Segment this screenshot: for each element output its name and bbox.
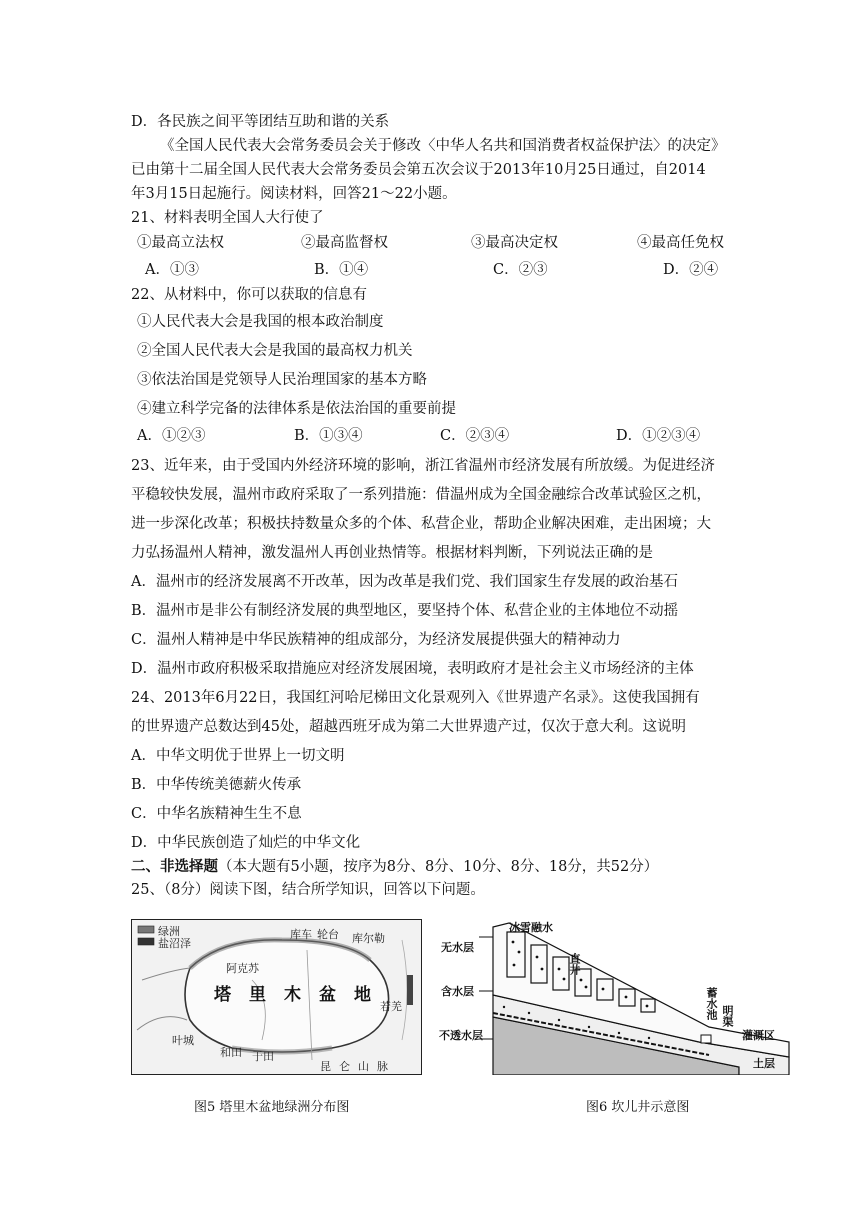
q21-stem: 21、材料表明全国人大行使了 — [131, 210, 324, 226]
q21-option-a: A．①③ — [145, 262, 199, 278]
q24-option-b: B．中华传统美德薪火传承 — [131, 777, 302, 793]
q22-option-a: A．①②③ — [137, 428, 206, 444]
material-intro-line2: 已由第十二届全国人民代表大会常务委员会第五次会议于2013年10月25日通过，自2014 — [131, 162, 706, 178]
figure5-map — [131, 919, 422, 1075]
q23-option-d: D．温州市政府积极采取措施应对经济发展困境，表明政府才是社会主义市场经济的主体 — [131, 661, 694, 677]
q23-stem-line2: 平稳较快发展，温州市政府采取了一系列措施：借温州成为全国金融综合改革试验区之机， — [131, 487, 711, 503]
q23-option-b: B．温州市是非公有制经济发展的典型地区，要坚持个体、私营企业的主体地位不动摇 — [131, 603, 679, 619]
q22-item-1: ①人民代表大会是我国的根本政治制度 — [137, 314, 384, 330]
label-impermeable-layer: 不透水层 — [439, 1029, 483, 1042]
legend-salt-marsh: 盐沼泽 — [158, 937, 191, 950]
q22-item-3: ③依法治国是党领导人民治理国家的基本方略 — [137, 372, 427, 388]
q24-option-c: C．中华名族精神生生不息 — [131, 806, 302, 822]
q22-option-c: C．②③④ — [440, 428, 510, 444]
q22-stem: 22、从材料中，你可以获取的信息有 — [131, 287, 367, 303]
legend-oasis: 绿洲 — [158, 925, 180, 938]
label-irrigation-area: 灌溉区 — [742, 1029, 775, 1042]
section2-heading — [131, 857, 658, 877]
q24-option-a: A．中华文明优于世界上一切文明 — [131, 748, 345, 764]
q22-item-2: ②全国人民代表大会是我国的最高权力机关 — [137, 343, 413, 359]
q24-option-d: D．中华民族创造了灿烂的中华文化 — [131, 835, 361, 851]
place-aksu: 阿克苏 — [226, 962, 259, 975]
figure6-diagram — [439, 917, 795, 1075]
q21-option-b: B．①④ — [314, 262, 369, 278]
section2-title: 二、非选择题 — [131, 858, 218, 875]
material-intro-line1: 《全国人民代表大会常务委员会关于修改〈中华人名共和国消费者权益保护法〉的决定》 — [160, 138, 726, 154]
q21-item-2: ②最高监督权 — [301, 235, 388, 251]
label-aquifer: 含水层 — [441, 985, 474, 998]
place-hotan: 和田 — [220, 1046, 242, 1059]
karez-drawing — [439, 917, 795, 1075]
place-ruoqiang: 若羌 — [380, 1000, 402, 1013]
section2-note: （本大题有5小题，按序为8分、8分、10分、8分、18分，共52分） — [218, 859, 659, 875]
place-yecheng: 叶城 — [172, 1034, 194, 1047]
label-reservoir: 蓄水池 — [705, 987, 718, 1020]
q25-stem: 25、（8分）阅读下图，结合所学知识，回答以下问题。 — [131, 882, 485, 898]
q22-option-b: B．①③④ — [294, 428, 363, 444]
figure5-caption: 图5 塔里木盆地绿洲分布图 — [194, 1100, 350, 1115]
place-kuqa: 库车 — [290, 928, 312, 941]
place-luntai: 轮台 — [317, 928, 339, 941]
q21-option-c: C．②③ — [493, 262, 548, 278]
q21-item-4: ④最高任免权 — [637, 235, 724, 251]
q21-option-d: D．②④ — [663, 262, 719, 278]
q23-stem-line3: 进一步深化改革；积极扶持数量众多的个体、私营企业，帮助企业解决困难，走出困境；大 — [131, 516, 711, 532]
label-snowmelt: 冰雪融水 — [509, 921, 553, 934]
place-kunlun: 昆仑山脉 — [320, 1060, 396, 1073]
q23-option-c: C．温州人精神是中华民族精神的组成部分，为经济发展提供强大的精神动力 — [131, 632, 621, 648]
q23-stem-line1: 23、近年来，由于受国内外经济环境的影响，浙江省温州市经济发展有所放缓。为促进经济 — [131, 458, 715, 474]
q24-stem-line2: 的世界遗产总数达到45处，超越西班牙成为第二大世界遗产过，仅次于意大利。这说明 — [131, 719, 686, 735]
label-vertical-well: 直井 — [568, 953, 581, 975]
q21-item-3: ③最高决定权 — [471, 235, 558, 251]
figure6-caption: 图6 坎儿井示意图 — [586, 1100, 690, 1115]
q22-item-4: ④建立科学完备的法律体系是依法治国的重要前提 — [137, 401, 456, 417]
q22-option-d: D．①②③④ — [616, 428, 701, 444]
basin-label: 塔里木盆地 — [214, 985, 389, 1005]
place-korla: 库尔勒 — [352, 932, 385, 945]
q23-option-a: A．温州市的经济发展离不开改革，因为改革是我们党、我们国家生存发展的政治基石 — [131, 574, 678, 590]
q21-item-1: ①最高立法权 — [137, 235, 224, 251]
material-intro-line3: 年3月15日起施行。阅读材料，回答21～22小题。 — [131, 186, 457, 202]
q24-stem-line1: 24、2013年6月22日，我国红河哈尼梯田文化景观列入《世界遗产名录》。这使我国拥有 — [131, 690, 700, 706]
label-open-channel: 明渠 — [721, 1005, 734, 1027]
q23-stem-line4: 力弘扬温州人精神，激发温州人再创业热情等。根据材料判断，下列说法正确的是 — [131, 545, 653, 561]
label-soil-layer: 土层 — [753, 1057, 775, 1070]
label-dry-layer: 无水层 — [441, 941, 474, 954]
q20-option-d: D．各民族之间平等团结互助和谐的关系 — [131, 114, 390, 130]
place-yutian: 于田 — [252, 1050, 274, 1063]
